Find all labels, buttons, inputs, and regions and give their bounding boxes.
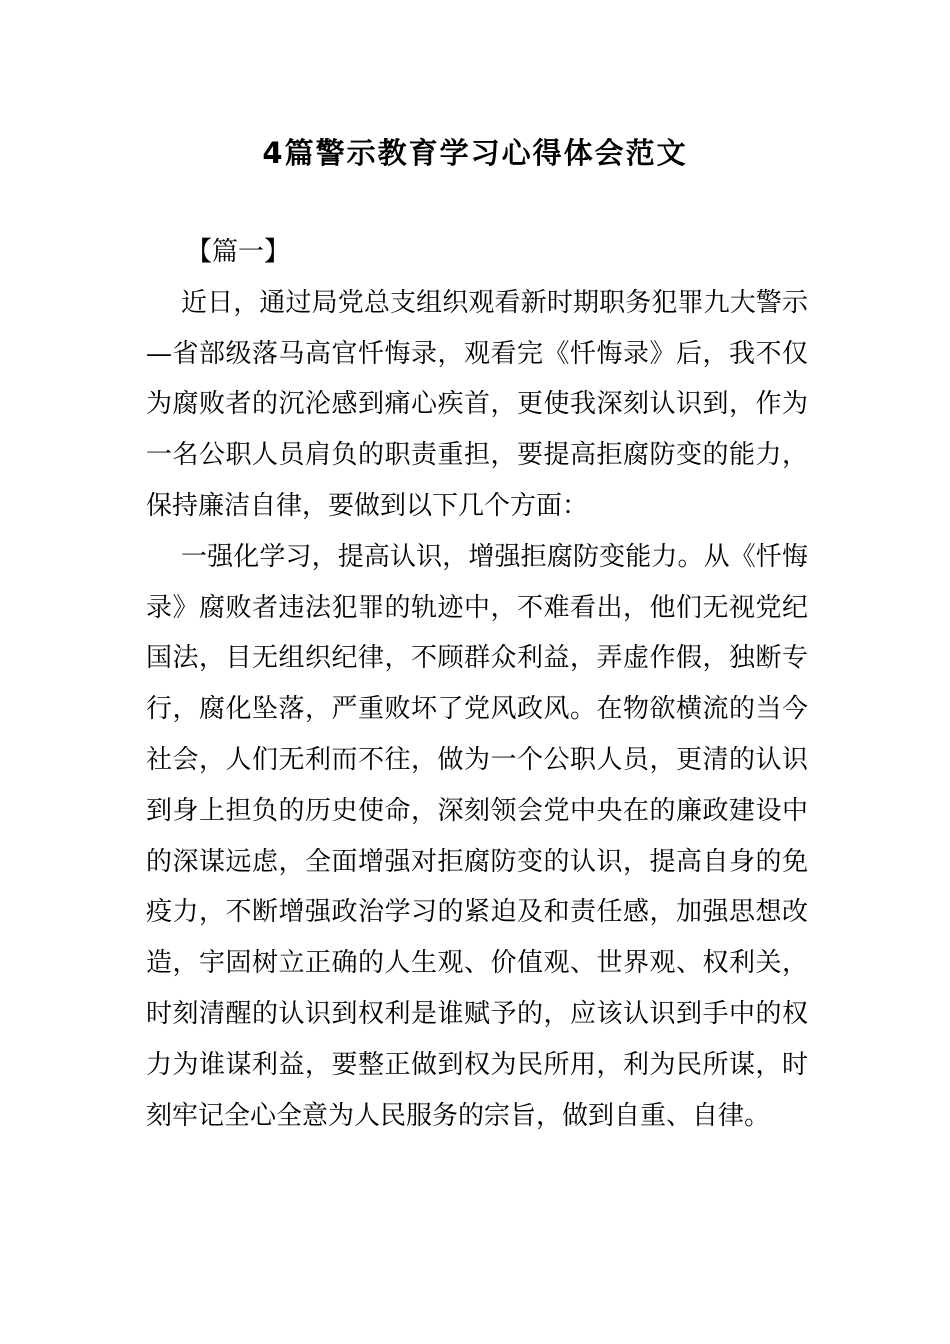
section-heading: 【篇一】 (186, 237, 291, 267)
document-title: 4篇警示教育学习心得体会范文 (262, 136, 688, 170)
paragraph-intro: 近日，通过局党总支组织观看新时期职务犯罪九大警示—省部级落马高官忏悔录，观看完《忏悔录》后，我不仅为腐败者的沉沦感到痛心疾首，更使我深刻认识到，作为一名公职人员肩负的职责重担，要提高拒腐防变的能力，保持廉洁自律，要做到以下几个方面： (146, 287, 808, 521)
paragraph-point-one: 一强化学习，提高认识，增强拒腐防变能力。从《忏悔录》腐败者违法犯罪的轨迹中，不难看出，他们无视党纪国法，目无组织纪律，不顾群众利益，弄虚作假，独断专行，腐化坠落，严重败坏了党风政风。在物欲横流的当今社会，人们无利而不往，做为一个公职人员，更清的认识到身上担负的历史使命，深刻领会党中央在的廉政建设中的深谋远虑，全面增强对拒腐防变的认识，提高自身的免疫力，不断增强政治学习的紧迫及和责任感，加强思想改造，宇固树立正确的人生观、价值观、世界观、权利关，时刻清醒的认识到权利是谁赋予的，应该认识到手中的权力为谁谋利益，要整正做到权为民所用，利为民所谋，时刻牢记全心全意为人民服务的宗旨，做到自重、自律。 (146, 541, 808, 1131)
document-body (146, 227, 808, 1141)
